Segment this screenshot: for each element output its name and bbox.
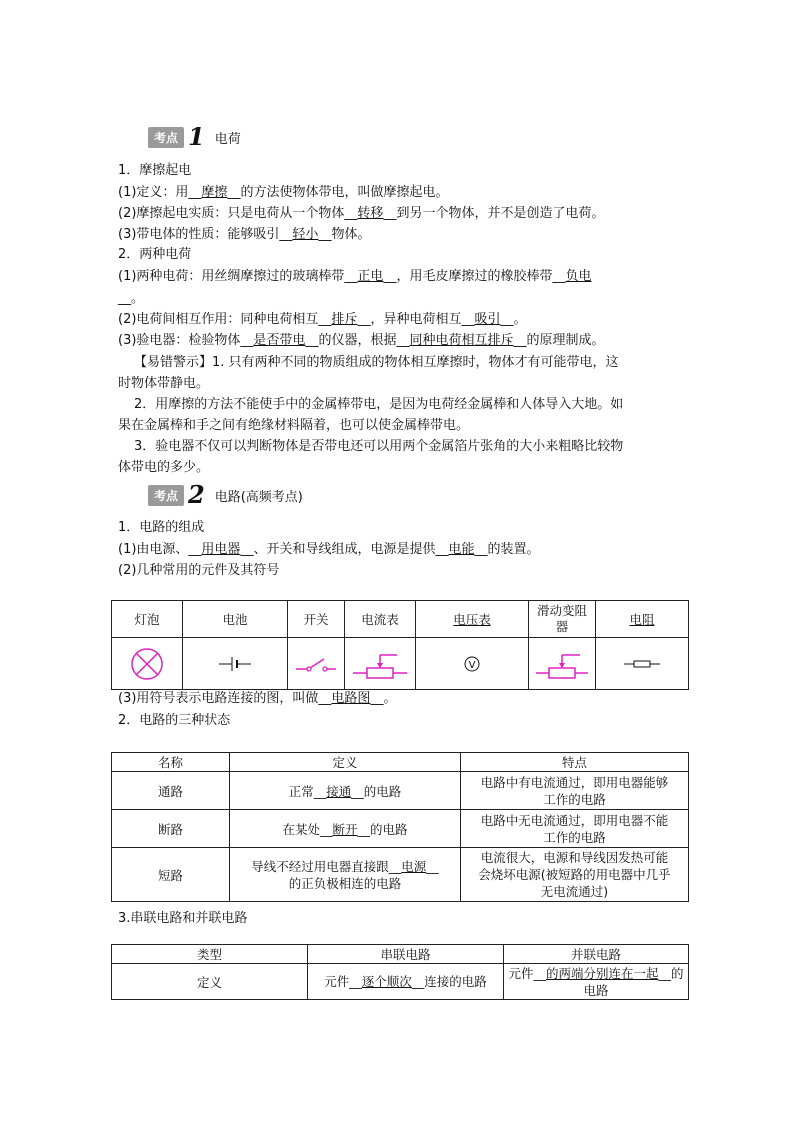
state-definition: 导线不经过用电器直接跟__电源__ 的正负极相连的电路 (230, 848, 461, 902)
header-bulb: 灯泡 (112, 601, 183, 638)
table-row (112, 772, 689, 810)
bulb-symbol-cell (112, 638, 183, 690)
section-number: 2 (188, 480, 205, 509)
row-label: 定义 (112, 964, 308, 1000)
text-line: (1)两种电荷：用丝绸摩擦过的玻璃棒带__正电__，用毛皮摩擦过的橡胶棒带__负电 (118, 269, 592, 284)
text-line: __。 (118, 291, 145, 306)
ammeter-icon (351, 647, 409, 681)
text-line: (3)验电器：检验物体__是否带电__的仪器，根据__同种电荷相互排斥__的原理制成。 (118, 333, 605, 348)
series-parallel-table (111, 944, 689, 1000)
voltmeter-icon (462, 654, 482, 674)
voltmeter-letter: V (468, 659, 476, 671)
section-badge: 考点 (148, 127, 184, 148)
switch-symbol-cell (288, 638, 345, 690)
series-definition: 元件__逐个顺次__连接的电路 (308, 964, 504, 1000)
header-switch: 开关 (288, 601, 345, 638)
section-title: 电路(高频考点) (214, 489, 303, 505)
table-row (112, 964, 689, 1000)
voltmeter-symbol-cell (416, 638, 529, 690)
state-name: 通路 (112, 772, 230, 810)
header-resistor: 电阻 (596, 601, 689, 638)
switch-icon (294, 654, 338, 674)
header-voltmeter: 电压表 (416, 601, 529, 638)
state-definition: 在某处__断开__的电路 (230, 810, 461, 848)
warning-1: 【易错警示】1. 只有两种不同的物质组成的物体相互摩擦时，物体才有可能带电，这 (134, 355, 619, 370)
warning-3-cont: 体带电的多少。 (118, 460, 210, 475)
header-rheostat: 滑动变阻器 (529, 601, 596, 638)
section-1-header (148, 122, 241, 151)
heading-friction: 1．摩擦起电 (118, 163, 192, 178)
heading-three-states: 2．电路的三种状态 (118, 713, 231, 728)
section-title: 电荷 (214, 131, 241, 147)
state-feature: 电路中无电流通过，即用电器不能工作的电路 (461, 810, 689, 848)
circuit-states-table (111, 752, 689, 902)
components-table (111, 600, 689, 690)
section-2-header (148, 480, 303, 509)
state-name: 断路 (112, 810, 230, 848)
header-battery: 电池 (183, 601, 288, 638)
warning-1-cont: 时物体带静电。 (118, 376, 210, 391)
battery-symbol-cell (183, 638, 288, 690)
text-line: (2)电荷间相互作用：同种电荷相互__排斥__，异种电荷相互__吸引__。 (118, 312, 527, 327)
heading-circuit-composition: 1．电路的组成 (118, 520, 205, 535)
text-line: (2)几种常用的元件及其符号 (118, 563, 280, 578)
header-definition: 定义 (230, 753, 461, 772)
state-definition: 正常__接通__的电路 (230, 772, 461, 810)
resistor-icon (620, 656, 664, 672)
text-line: (1)由电源、__用电器__、开关和导线组成，电源是提供__电能__的装置。 (118, 542, 540, 557)
warning-2-cont: 果在金属棒和手之间有绝缘材料隔着，也可以使金属棒带电。 (118, 418, 470, 433)
bulb-icon (127, 644, 167, 684)
header-parallel: 并联电路 (504, 945, 689, 964)
warning-2: 2．用摩擦的方法不能使手中的金属棒带电，是因为电荷经金属棒和人体导入大地。如 (134, 397, 624, 412)
heading-series-parallel: 3.串联电路和并联电路 (118, 911, 248, 926)
text-line: (3)用符号表示电路连接的图，叫做__电路图__。 (118, 691, 397, 706)
text-line: (1)定义：用__摩擦__的方法使物体带电，叫做摩擦起电。 (118, 185, 449, 200)
table-row (112, 810, 689, 848)
warning-3: 3．验电器不仅可以判断物体是否带电还可以用两个金属箔片张角的大小来粗略比较物 (134, 439, 624, 454)
text-line: (2)摩擦起电实质：只是电荷从一个物体__转移__到另一个物体，并不是创造了电荷。 (118, 206, 605, 221)
header-name: 名称 (112, 753, 230, 772)
header-ammeter: 电流表 (345, 601, 416, 638)
header-series: 串联电路 (308, 945, 504, 964)
resistor-symbol-cell (596, 638, 689, 690)
ammeter-symbol-cell (345, 638, 416, 690)
battery-icon (215, 654, 255, 674)
state-name: 短路 (112, 848, 230, 902)
rheostat-symbol-cell (529, 638, 596, 690)
text-line: (3)带电体的性质：能够吸引__轻小__物体。 (118, 227, 371, 242)
section-badge: 考点 (148, 485, 184, 506)
header-type: 类型 (112, 945, 308, 964)
table-row (112, 848, 689, 902)
header-feature: 特点 (461, 753, 689, 772)
state-feature: 电路中有电流通过，即用电器能够工作的电路 (461, 772, 689, 810)
state-feature: 电流很大，电源和导线因发热可能会烧坏电源(被短路的用电器中几乎无电流通过) (461, 848, 689, 902)
section-number: 1 (188, 122, 205, 151)
rheostat-icon (534, 647, 590, 681)
heading-two-charges: 2．两种电荷 (118, 247, 192, 262)
parallel-definition: 元件__的两端分别连在一起__的电路 (504, 964, 689, 1000)
